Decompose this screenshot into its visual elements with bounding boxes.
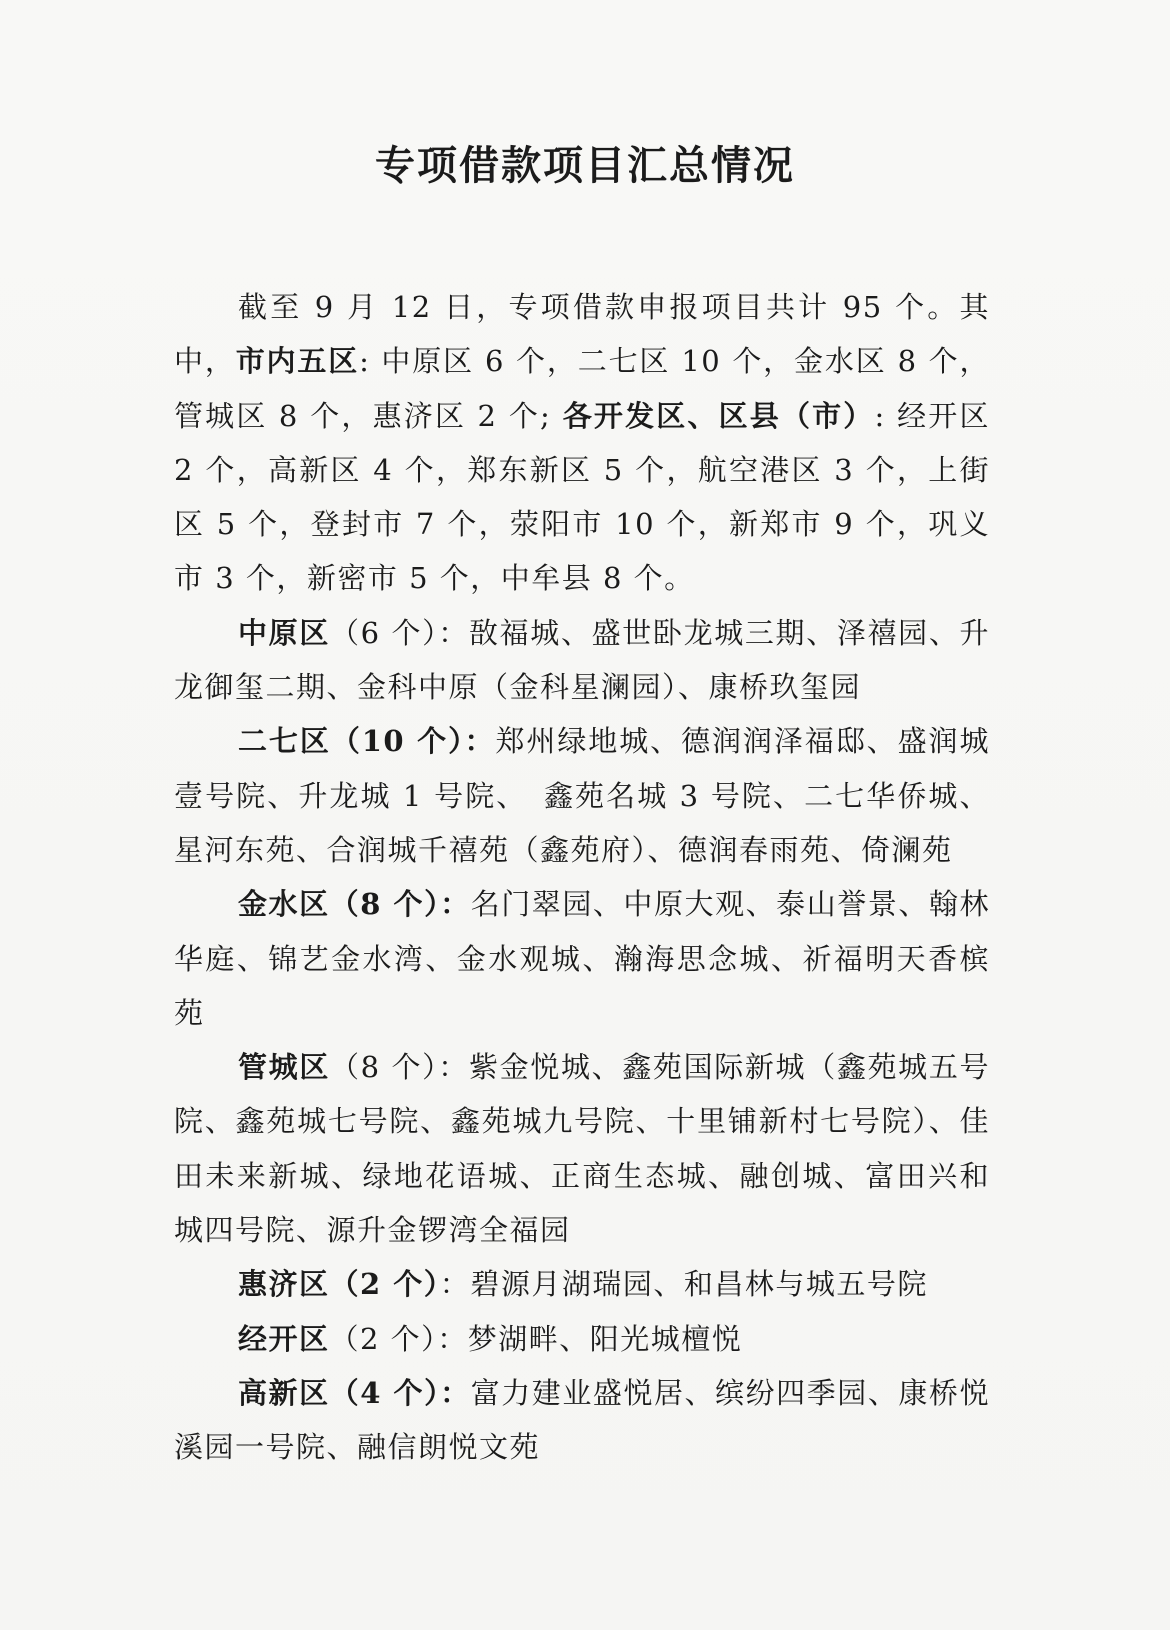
district-name: 二七区	[238, 724, 331, 759]
district-projects: 郑州绿地城、德润润泽福邸、盛润城壹号院、升龙城 1 号院、 鑫苑名城 3 号院、二七华侨城、星河东苑、合润城千禧苑（鑫苑府）、德润春雨苑、倚澜苑	[174, 724, 990, 867]
district-projects: 梦湖畔、阳光城檀悦	[467, 1321, 743, 1356]
district-colon: ：	[437, 1321, 468, 1356]
document-body	[174, 280, 990, 1475]
district-paragraph-jinshui	[174, 877, 990, 1040]
district-paragraph-gaoxin	[174, 1366, 990, 1475]
district-name: 中原区	[238, 615, 330, 650]
district-count: （2 个）	[329, 1321, 438, 1356]
city-districts-text: : 中原区 6 个，二七区 10 个，金水区 8 个，管城区 8 个，惠济区 2 个;	[174, 344, 990, 433]
district-colon: ：	[438, 1050, 469, 1085]
label-city-districts: 市内五区	[235, 344, 360, 379]
district-paragraph-jingkai	[174, 1312, 990, 1366]
district-projects: 敔福城、盛世卧龙城三期、泽禧园、升龙御玺二期、金科中原（金科星澜园）、康桥玖玺园	[174, 615, 990, 705]
district-name: 惠济区	[238, 1267, 330, 1302]
district-paragraph-erqi	[174, 714, 990, 877]
district-count: （10 个）：	[330, 724, 496, 759]
district-projects: 富力建业盛悦居、缤纷四季园、康桥悦溪园一号院、融信朗悦文苑	[174, 1375, 990, 1465]
district-colon: ：	[439, 1267, 471, 1302]
district-count: （8 个）	[329, 1050, 439, 1085]
district-count: （6 个）	[329, 615, 439, 650]
district-projects: 紫金悦城、鑫苑国际新城（鑫苑城五号院、鑫苑城七号院、鑫苑城九号院、十里铺新村七号院）、佳田未来新城、绿地花语城、正商生态城、融创城、富田兴和城四号院、源升金锣湾全福园	[174, 1050, 990, 1248]
dev-districts-text: : 经开区 2 个，高新区 4 个，郑东新区 5 个，航空港区 3 个，上街区 5 个，登封市 7 个，荥阳市 10 个，新郑市 9 个，巩义市 3 个，新密市 5 个，中牟县 8 个。	[174, 398, 990, 596]
intro-paragraph	[174, 280, 990, 606]
district-count: （2 个）	[329, 1267, 440, 1302]
district-colon: ：	[438, 615, 469, 650]
district-name: 高新区	[238, 1375, 330, 1410]
district-name: 经开区	[238, 1321, 330, 1356]
district-paragraph-huiji	[174, 1257, 990, 1311]
document-title: 专项借款项目汇总情况	[375, 142, 795, 189]
district-projects: 名门翠园、中原大观、泰山誉景、翰林华庭、锦艺金水湾、金水观城、瀚海思念城、祈福明天香槟苑	[174, 887, 990, 1030]
district-name: 管城区	[238, 1050, 330, 1085]
label-dev-districts: 各开发区、区县（市）	[562, 398, 875, 433]
district-projects: 碧源月湖瑞园、和昌林与城五号院	[470, 1267, 928, 1302]
district-paragraph-zhongyuan	[174, 606, 990, 715]
district-paragraph-guancheng	[174, 1040, 990, 1257]
district-count: （8 个）：	[329, 887, 471, 922]
district-count: （4 个）：	[329, 1375, 471, 1410]
district-name: 金水区	[238, 887, 330, 922]
intro-lead: 截至 9 月 12 日，专项借款申报项目共计 95 个。其中，	[174, 290, 990, 379]
